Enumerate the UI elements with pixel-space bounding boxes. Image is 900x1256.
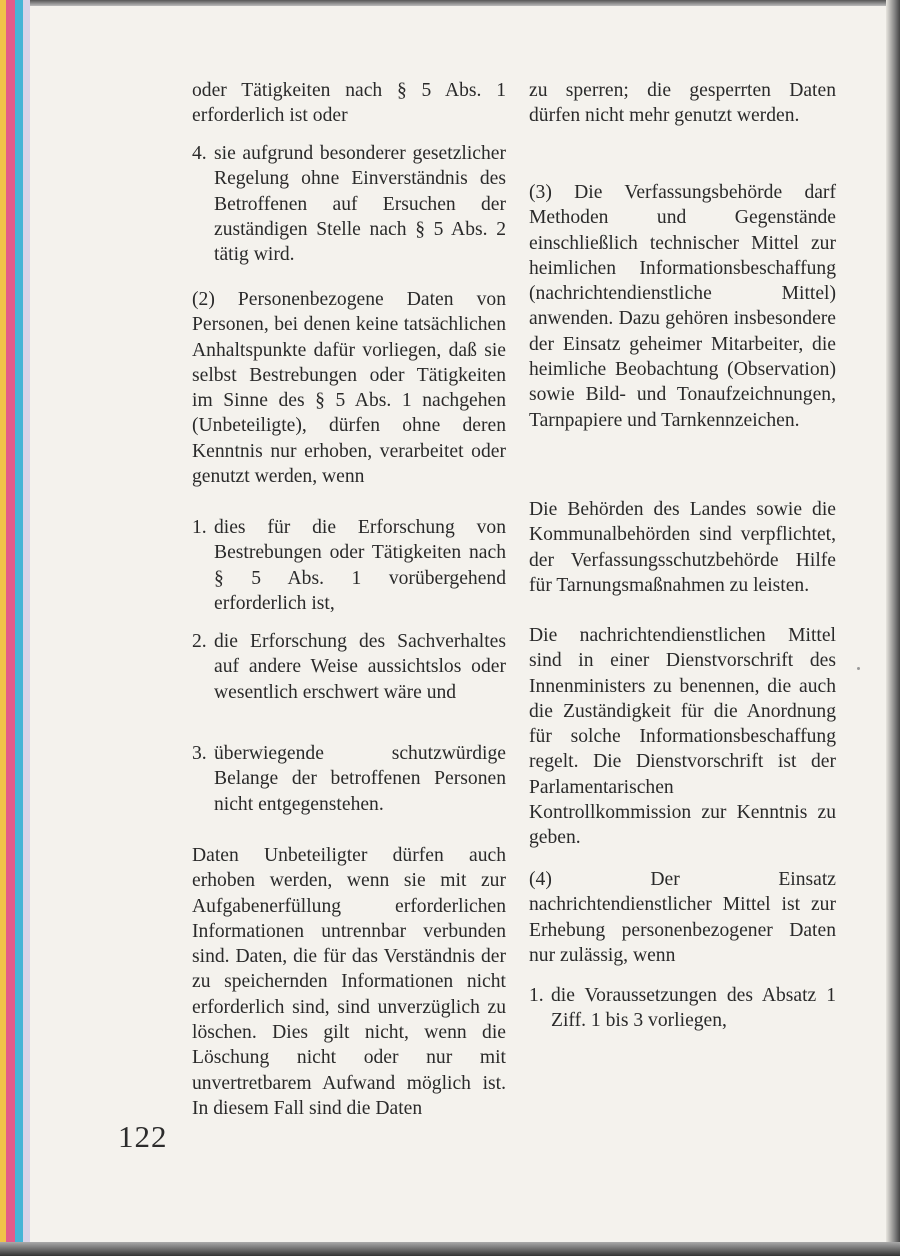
list-text: die Voraussetzungen des Absatz 1 Ziff. 1 bis 3 vorliegen, xyxy=(551,985,836,1032)
left-list-item-1 xyxy=(192,515,506,616)
list-text: dies für die Erforschung von Bestrebungen oder Tätigkeiten nach § 5 Abs. 1 vorübergehend erforderlich ist, xyxy=(214,517,506,614)
right-paragraph-5: (4) Der Einsatz nachrichtendienstlicher Mittel ist zur Erhebung personenbezogener Daten nur zulässig, wenn xyxy=(529,869,836,966)
right-list-item-1 xyxy=(529,983,836,1034)
left-list-item-3 xyxy=(192,741,506,817)
paper-speck xyxy=(857,667,860,670)
list-text: sie aufgrund besonderer gesetzlicher Regelung ohne Einverständnis des Betroffenen auf Ersuchen der zuständigen Stelle nach § 5 Abs. 2 tätig wird. xyxy=(214,143,506,266)
left-paragraph-2: (2) Personenbezogene Daten von Personen, bei denen keine tatsächlichen Anhaltspunkte dafür vorliegen, daß sie selbst Bestrebungen oder Tätigkeiten im Sinne des § 5 Abs. 1 nachgehen (Unbeteiligte), dürfen ohne deren Kenntnis nur erhoben, verarbeitet oder genutzt werden, wenn xyxy=(192,289,506,488)
page-edge-right xyxy=(886,0,900,1256)
page-edge-top xyxy=(0,0,900,6)
right-paragraph-2: (3) Die Verfassungsbehörde darf Methoden und Gegenstände einschließlich technischer Mittel zur heimlichen Informationsbeschaffung (nachrichtendienstliche Mittel) anwenden. Dazu gehören insbesondere der Einsatz geheimer Mitarbeiter, die heimliche Beobachtung (Observation) sowie Bild- und Tonaufzeichnungen, Tarnpapiere und Tarnkennzeichen. xyxy=(529,182,836,431)
page-number: 122 xyxy=(118,1119,168,1154)
list-text: die Erforschung des Sachverhaltes auf andere Weise aussichtslos oder wesentlich erschwert wäre und xyxy=(214,631,506,703)
right-paragraph-1: zu sperren; die gesperrten Daten dürfen nicht mehr genutzt werden. xyxy=(529,80,836,127)
list-number: 2. xyxy=(192,631,207,652)
list-number: 4. xyxy=(192,143,207,164)
right-paragraph-4: Die nachrichtendienstlichen Mittel sind in einer Dienstvorschrift des Innenministers zu benennen, die auch die Zuständigkeit für die Anordnung für solche Informationsbeschaffung regelt. Die Dienstvorschrift ist der Parlamentarischen Kontrollkommission zur Kenntnis zu geben. xyxy=(529,625,836,849)
left-list-item-4 xyxy=(192,141,506,267)
list-number: 3. xyxy=(192,743,207,764)
left-paragraph-3: Daten Unbeteiligter dürfen auch erhoben werden, wenn sie mit zur Aufgabenerfüllung erforderlichen Informationen untrennbar verbunden sind. Daten, die für das Verständnis der zu speichernden Informationen nicht erforderlich sind, sind unverzüglich zu löschen. Dies gilt nicht, wenn die Löschung nicht oder nur mit unvertretbarem Aufwand möglich ist. In diesem Fall sind die Daten xyxy=(192,845,506,1119)
list-text: überwiegende schutzwürdige Belange der betroffenen Personen nicht entgegenstehen. xyxy=(214,743,506,815)
colored-page-edges xyxy=(0,0,30,1256)
left-paragraph-1: oder Tätigkeiten nach § 5 Abs. 1 erforderlich ist oder xyxy=(192,80,506,127)
page-edge-bottom xyxy=(0,1242,900,1256)
list-number: 1. xyxy=(529,985,544,1006)
list-number: 1. xyxy=(192,517,207,538)
right-paragraph-3: Die Behörden des Landes sowie die Kommunalbehörden sind verpflichtet, der Verfassungsschutzbehörde Hilfe für Tarnungsmaßnahmen zu leisten. xyxy=(529,499,836,596)
left-list-item-2 xyxy=(192,629,506,705)
